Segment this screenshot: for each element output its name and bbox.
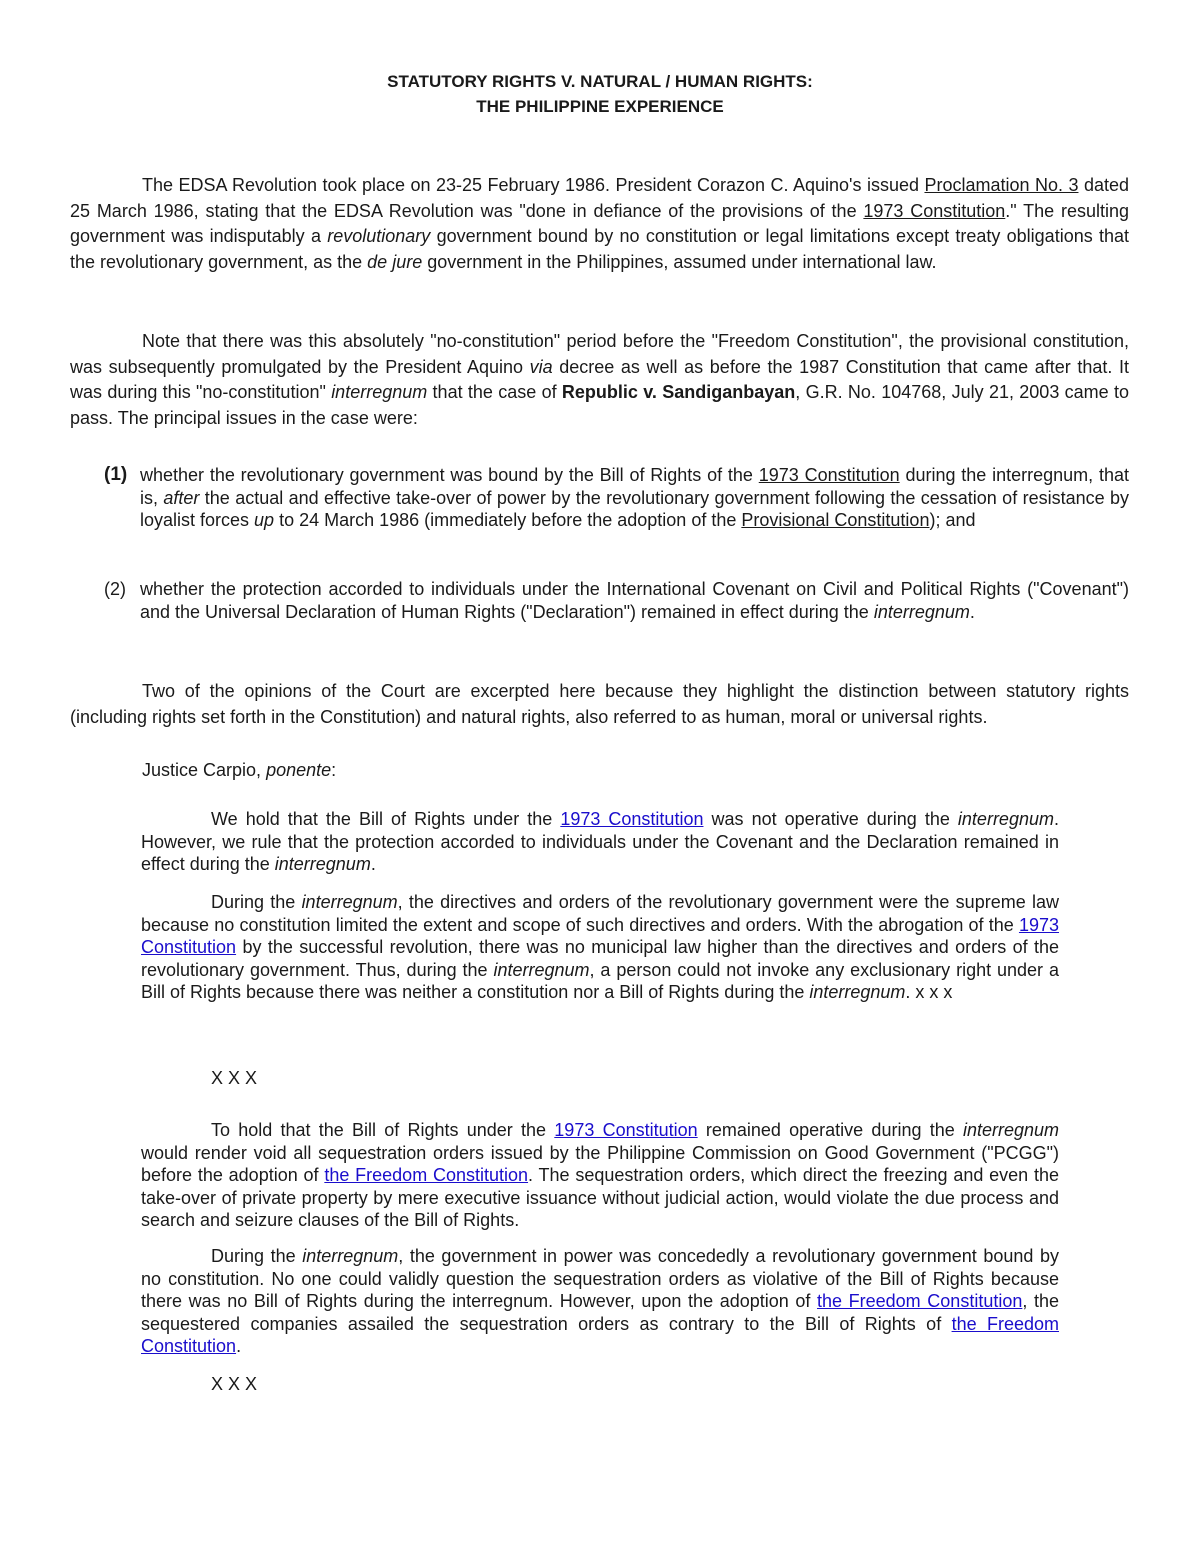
issue-text: whether the revolutionary government was bound by the Bill of Rights of the 1973 Constitution during the interregnum, that is, after the actual and effective take-over of power by the revolutionary government following the cessation of resistance by loyalist forces up to 24 March 1986 (immediately before the adoption of the Provisional Constitution); and <box>140 465 1129 530</box>
document-title-line-1: STATUTORY RIGHTS V. NATURAL / HUMAN RIGHTS: <box>387 72 813 91</box>
omission-marker: X X X <box>211 1068 258 1088</box>
1973-constitution-link[interactable]: 1973 Constitution <box>560 809 704 829</box>
case-name: Republic v. Sandiganbayan <box>561 382 796 402</box>
issue-list-item-1 <box>70 464 1129 532</box>
document-title-line-2: THE PHILIPPINE EXPERIENCE <box>476 97 724 116</box>
freedom-constitution-link[interactable]: the Freedom Constitution <box>324 1165 529 1185</box>
issue-text: whether the protection accorded to individuals under the International Covenant on Civil and Political Rights ("Covenant") and the Universal Declaration of Human Rights ("Declaration") remained in effect during the interregnum. <box>140 579 1129 622</box>
issue-number: (2) <box>104 579 126 599</box>
omission-marker: X X X <box>211 1374 258 1394</box>
opinions-paragraph: Two of the opinions of the Court are excerpted here because they highlight the distinction between statutory rights (including rights set forth in the Constitution) and natural rights, also referred to as human, moral or universal rights. <box>70 681 1129 727</box>
intro-paragraph: The EDSA Revolution took place on 23-25 February 1986. President Corazon C. Aquino's issued Proclamation No. 3 dated 25 March 1986, stating that the EDSA Revolution was "done in defiance of the provisions of the 1973 Constitution." The resulting government was indisputably a revolutionary government bound by no constitution or legal limitations except treaty obligations that the revolutionary government, as the de jure government in the Philippines, assumed under international law. <box>70 175 1130 272</box>
provisional-constitution-link[interactable]: Provisional Constitution <box>741 510 930 530</box>
1973-constitution-link[interactable]: 1973 Constitution <box>863 200 1006 221</box>
freedom-constitution-link[interactable]: the Freedom Constitution <box>141 1313 1059 1356</box>
freedom-constitution-link[interactable]: the Freedom Constitution <box>817 1291 1023 1311</box>
1973-constitution-link[interactable]: 1973 Constitution <box>758 465 900 485</box>
quote-paragraph-4: During the interregnum, the government in power was concededly a revolutionary government bound by no constitution. No one could validly question the sequestration orders as violative of the Bill of Rights because there was no Bill of Rights during the interregnum. However, upon the adoption of the Freedom Constitution, the sequestered companies assailed the sequestration orders as contrary to the Bill of Rights of the Freedom Constitution. <box>141 1246 1059 1356</box>
issue-list-item-2 <box>70 578 1129 623</box>
no-constitution-paragraph: Note that there was this absolutely "no-constitution" period before the "Freedom Constitution", the provisional constitution, was subsequently promulgated by the President Aquino via decree as well as before the 1987 Constitution that came after that. It was during this "no-constitution" interregnum that the case of Republic v. Sandiganbayan, G.R. No. 104768, July 21, 2003 came to pass. The principal issues in the case were: <box>70 331 1129 428</box>
issue-number: (1) <box>104 464 128 485</box>
quote-paragraph-2: During the interregnum, the directives and orders of the revolutionary government were the supreme law because no constitution limited the extent and scope of such directives and orders. With the abrogation of the 1973 Constitution by the successful revolution, there was no municipal law higher than the directives and orders of the revolutionary government. Thus, during the interregnum, a person could not invoke any exclusionary right under a Bill of Rights because there was neither a constitution nor a Bill of Rights during the interregnum. x x x <box>141 892 1059 1002</box>
1973-constitution-link[interactable]: 1973 Constitution <box>554 1120 698 1140</box>
quote-paragraph-3: To hold that the Bill of Rights under the 1973 Constitution remained operative during the interregnum would render void all sequestration orders issued by the Philippine Commission on Good Government ("PCGG") before the adoption of the Freedom Constitution. The sequestration orders, which direct the freezing and even the take-over of private property by mere executive issuance without judicial action, would violate the due process and search and seizure clauses of the Bill of Rights. <box>141 1120 1060 1230</box>
ponente-line: Justice Carpio, ponente: <box>142 760 337 780</box>
1973-constitution-link[interactable]: 1973 Constitution <box>141 914 1059 957</box>
proclamation-no-3-link[interactable]: Proclamation No. 3 <box>924 175 1079 195</box>
quote-paragraph-1: We hold that the Bill of Rights under the 1973 Constitution was not operative during the interregnum. However, we rule that the protection accorded to individuals under the Covenant and the Declaration remained in effect during the interregnum. <box>141 809 1059 874</box>
